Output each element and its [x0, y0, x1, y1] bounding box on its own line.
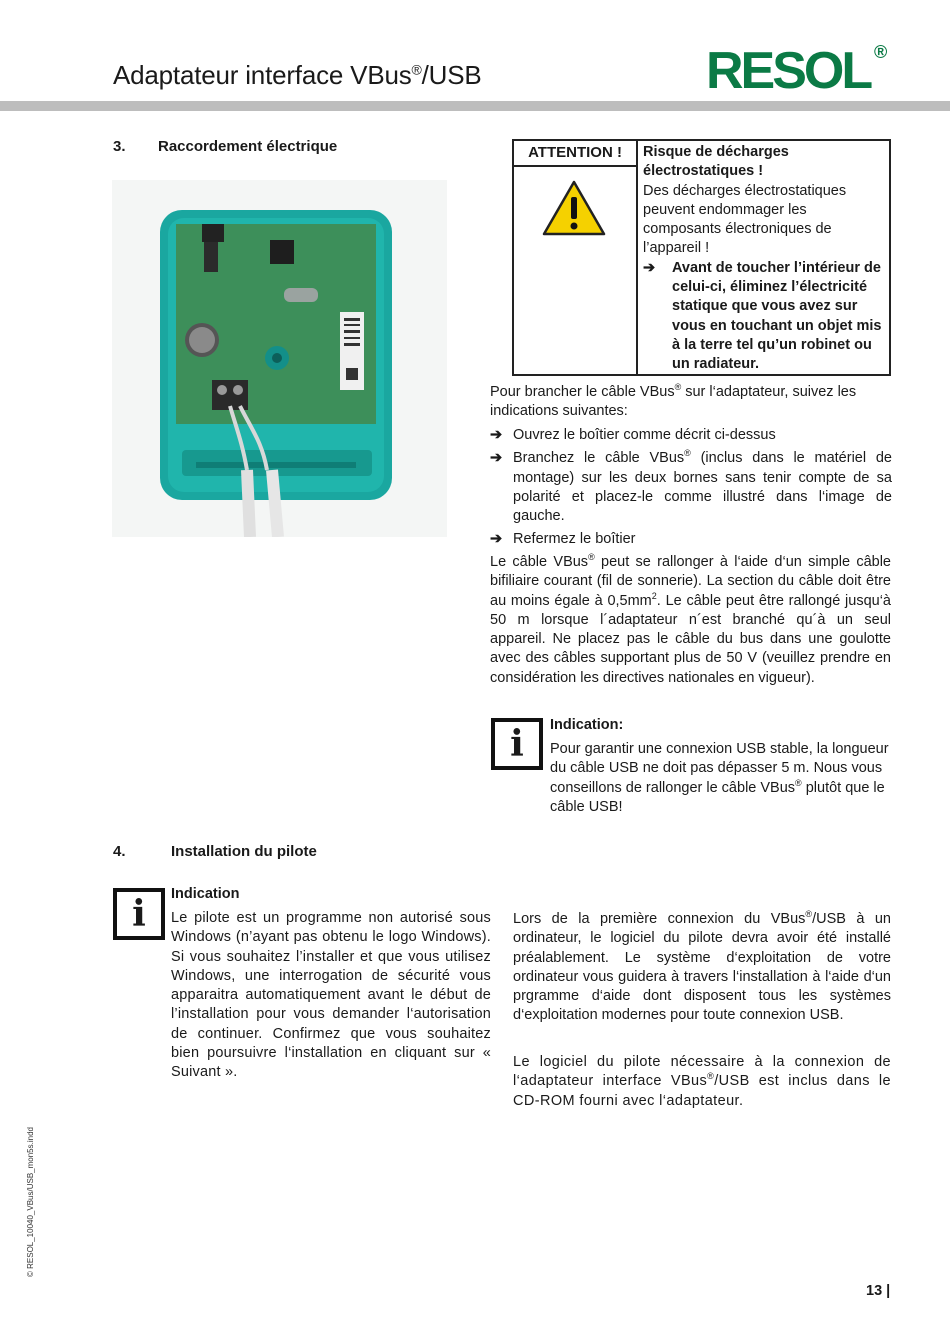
section-3-number: 3. — [113, 138, 126, 155]
cable-paragraph: Le câble VBus® peut se rallonger à l‘aide d‘un simple câble bifiliaire courant (fil de sonnerie). La section du câble doit être au moins égale à $0,5mm^2$. Le câble peut être rallongé jusqu‘à 50 m lorsque l´adaptateur n´est branché qu´à un seul appareil. Ne placez pas le câble du bus dans une goulotte avec des câbles supportant plus de 50 V (veuillez prendre en considération les directives nationales en vigueur). — [490, 552, 891, 686]
connection-intro: Pour brancher le câble VBus® sur l‘adaptateur, suivez les indications suivantes: — [490, 382, 857, 420]
logo-registered-mark: ® — [874, 42, 888, 62]
connection-steps — [490, 426, 892, 550]
warning-triangle-icon — [541, 179, 607, 237]
info-icon: i — [491, 718, 543, 770]
vbus-cable — [247, 470, 250, 537]
list-item: ➔ Branchez le câble VBus® (inclus dans le matériel de montage) sur les deux bornes sans tenir compte de sa polarité et placez-le comme illustré dans l‘image de gauche. — [490, 448, 892, 525]
arrow-icon: ➔ — [490, 427, 503, 443]
arrow-icon: ➔ — [490, 450, 503, 467]
header-rule — [0, 101, 950, 111]
list-item: ➔ Ouvrez le boîtier comme décrit ci-dessus — [490, 426, 892, 445]
logo-text: RESOL — [706, 42, 871, 94]
page-number: 13 | — [866, 1283, 891, 1299]
arrow-icon: ➔ — [643, 259, 656, 276]
section-3-title: Raccordement électrique — [158, 138, 338, 155]
driver-paragraph-1: Lors de la première connexion du VBus®/USB à un ordinateur, le logiciel du pilote devra avoir été installé préalablement. Le système d‘exploitation de votre ordinateur vous guidera à travers l‘installation à l‘aide d‘un prgramme d‘aide dont disposent tous les systèmes d‘exploitation modernes pour toute connexion USB. — [513, 909, 891, 1024]
driver-paragraph-2: Le logiciel du pilote nécessaire à la connexion de l‘adaptateur interface VBus®/USB est inclus dans le CD-ROM fourni avec l‘adaptateur. — [513, 1054, 891, 1109]
attention-instruction: ➔ Avant de toucher l’intérieur de celui-ci, éliminez l’électricité statique que vous avez sur vous en touchant un objet mis à la terre tel qu’un robinet ou un radiateur. — [643, 259, 882, 373]
info-icon: i — [113, 888, 165, 940]
attention-box — [512, 139, 891, 376]
info-heading: Indication — [171, 886, 240, 902]
attention-content — [643, 143, 888, 375]
section-4-number: 4. — [113, 843, 126, 860]
resol-logo — [706, 38, 896, 94]
info-text: Le pilote est un programme non autorisé sous Windows (n’ayant pas obtenu le logo Windows). Si vous souhaitez l’installer et que vous utilisez Windows, une interrogation de sécurité vous apparaitra automatiquement avant le début de l’installation pour vous demander l‘autorisation de continuer. Confirmez que vous souhaitez bien poursuivre l‘installation en cliquant sur « Suivant ». — [171, 910, 491, 1081]
terminal-block — [212, 380, 248, 410]
info-heading: Indication: — [550, 717, 624, 733]
file-note: © RESOL_10040_VBus/USB_mon5s.indd — [26, 1127, 35, 1277]
attention-heading: Risque de décharges électrostatiques ! — [643, 144, 789, 180]
adapter-photo — [112, 180, 447, 537]
info-text: Pour garantir une connexion USB stable, la longueur du câble USB ne doit pas dépasser 5 m. Nous vous conseillons de rallonger le câble VBus® plutôt que le câble USB! — [550, 741, 889, 815]
section-4-title: Installation du pilote — [171, 843, 317, 860]
attention-text: Des décharges électrostatiques peuvent endommager les composants électroniques de l’appareil ! — [643, 182, 847, 257]
attention-label: ATTENTION ! — [514, 141, 638, 167]
attention-icon-cell — [514, 167, 638, 374]
list-item: ➔ Refermez le boîtier — [490, 530, 892, 549]
arrow-icon: ➔ — [490, 531, 503, 548]
page-title: Adaptateur interface VBus®/USB — [113, 60, 482, 90]
